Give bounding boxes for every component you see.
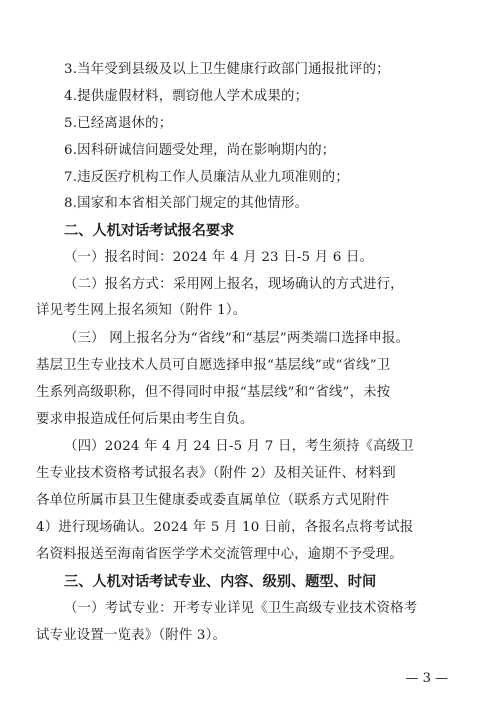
paragraph-line: 名资料报送至海南省医学学术交流管理中心，逾期不予受理。: [36, 547, 403, 562]
paragraph-line: （一）报名时间：2024 年 4 月 23 日-5 月 6 日。: [64, 250, 374, 265]
paragraph-line: 生专业技术资格考试报名表》（附件 2）及相关证件、材料到: [36, 466, 396, 481]
paragraph-line: 各单位所属市县卫生健康委或委直属单位（联系方式见附件: [36, 493, 390, 508]
list-item: 4.提供虚假材料，剽窃他人学术成果的；: [64, 89, 309, 104]
list-item: 7.违反医疗机构工作人员廉洁从业九项准则的；: [64, 170, 349, 185]
section-heading: 三、人机对话考试专业、内容、级别、题型、时间: [64, 574, 377, 590]
list-item: 8.国家和本省相关部门规定的其他情形。: [64, 196, 309, 211]
page-number: — 3 —: [405, 671, 448, 686]
paragraph-line: 生系列高级职称，但不得同时申报“基层线”和“省线”，未按: [36, 385, 391, 400]
paragraph-line: （四）2024 年 4 月 24 日-5 月 7 日，考生须持《高级卫: [64, 439, 414, 454]
paragraph-line: 4）进行现场确认。2024 年 5 月 10 日前，各报名点将考试报: [36, 520, 414, 535]
list-item: 5.已经离退休的；: [64, 116, 173, 131]
paragraph-line: 详见考生网上报名须知（附件 1）。: [36, 303, 247, 318]
paragraph-line: （一）考试专业：开考专业详见《卫生高级专业技术资格考: [64, 601, 418, 616]
paragraph-line: 要求申报造成任何后果由考生自负。: [36, 412, 254, 427]
section-heading: 二、人机对话考试报名要求: [64, 223, 235, 239]
paragraph-line: （二）报名方式：采用网上报名，现场确认的方式进行，: [64, 277, 404, 292]
paragraph-line: （三） 网上报名分为“省线”和“基层”两类端口选择申报。: [64, 331, 410, 346]
paragraph-line: 试专业设置一览表》（附件 3）。: [36, 628, 227, 643]
paragraph-line: 基层卫生专业技术人员可自愿选择申报“基层线”或“省线”卫: [36, 358, 391, 373]
list-item: 3.当年受到县级及以上卫生健康行政部门通报批评的；: [64, 62, 390, 77]
list-item: 6.因科研诚信问题受处理，尚在影响期内的；: [64, 143, 336, 158]
